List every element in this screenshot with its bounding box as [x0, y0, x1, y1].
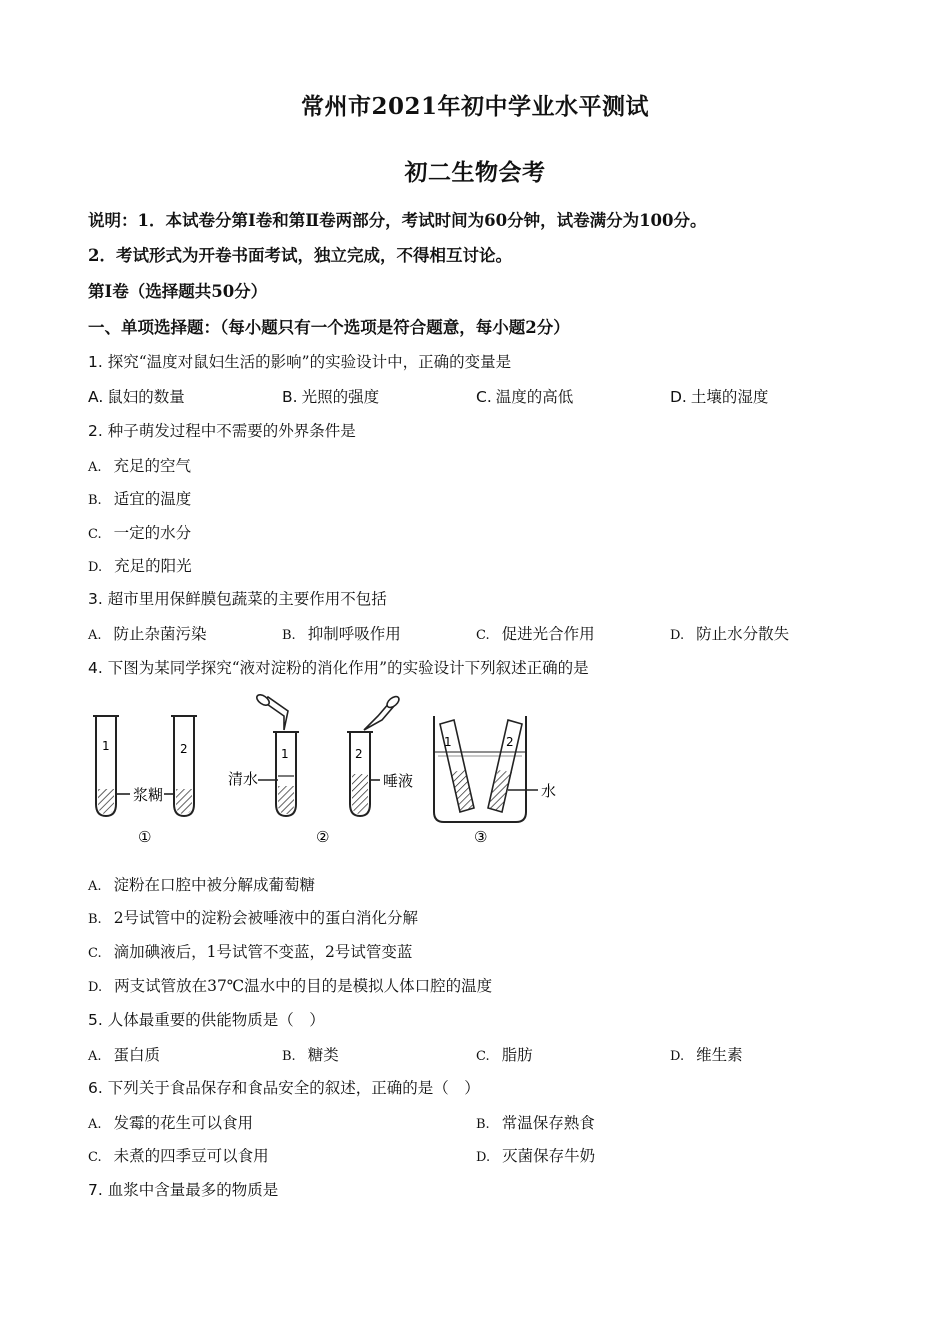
question-4: 4. 下图为某同学探究“液对淀粉的消化作用”的实验设计下列叙述正确的是	[88, 659, 589, 677]
q4-option-b[interactable]: B. 2号试管中的淀粉会被唾液中的蛋白消化分解	[88, 909, 419, 927]
q1-option-a[interactable]: A. 鼠妇的数量	[88, 388, 185, 406]
question-number: 1.	[88, 353, 103, 371]
q3-option-b[interactable]: B. 抑制呼吸作用	[282, 625, 401, 643]
question-7: 7. 血浆中含量最多的物质是	[88, 1181, 279, 1199]
question-3: 3. 超市里用保鲜膜包蔬菜的主要作用不包括	[88, 590, 387, 608]
tube-number: 1	[444, 735, 452, 749]
tube-number: 1	[281, 747, 289, 761]
q6-option-a[interactable]: A. 发霉的花生可以食用	[88, 1114, 254, 1132]
q4-option-c[interactable]: C. 滴加碘液后，1号试管不变蓝，2号试管变蓝	[88, 943, 413, 961]
step-label: ②	[316, 828, 330, 846]
q1-option-c[interactable]: C. 温度的高低	[476, 388, 574, 406]
label-clear-water: 清水	[228, 770, 259, 788]
question-text: 探究“温度对鼠妇生活的影响”的实验设计中，正确的变量是	[107, 353, 512, 371]
q5-option-a[interactable]: A. 蛋白质	[88, 1046, 161, 1064]
question-1	[88, 350, 511, 372]
section1-title: 一、单项选择题：（每小题只有一个选项是符合题意，每小题2分）	[88, 318, 570, 337]
step-1-tubes	[93, 716, 197, 846]
q3-option-c[interactable]: C. 促进光合作用	[476, 625, 595, 643]
question-2: 2. 种子萌发过程中不需要的外界条件是	[88, 422, 356, 440]
experiment-figure	[88, 694, 568, 854]
q2-option-d[interactable]: D. 充足的阳光	[88, 557, 192, 575]
question-5: 5. 人体最重要的供能物质是（ ）	[88, 1011, 325, 1029]
question-6: 6. 下列关于食品保存和食品安全的叙述，正确的是（ ）	[88, 1079, 480, 1097]
q2-option-a[interactable]: A. 充足的空气	[88, 457, 192, 475]
q5-option-d[interactable]: D. 维生素	[670, 1046, 743, 1064]
instruction-2: 2．考试形式为开卷书面考试，独立完成，不得相互讨论。	[88, 246, 512, 265]
q5-option-b[interactable]: B. 糖类	[282, 1046, 339, 1064]
q2-option-b[interactable]: B. 适宜的温度	[88, 490, 192, 508]
q2-option-c[interactable]: C. 一定的水分	[88, 524, 192, 542]
tube-number: 1	[102, 739, 110, 753]
q4-option-a[interactable]: A. 淀粉在口腔中被分解成葡萄糖	[88, 876, 316, 894]
q1-option-d[interactable]: D. 土壤的湿度	[670, 388, 769, 406]
exam-title: 常州市2021年初中学业水平测试	[300, 93, 649, 120]
q1-option-b[interactable]: B. 光照的强度	[282, 388, 380, 406]
part1-title: 第Ⅰ卷（选择题共50分）	[88, 282, 268, 301]
label-paste: 浆糊	[133, 786, 164, 804]
q5-option-c[interactable]: C. 脂肪	[476, 1046, 533, 1064]
tube-number: 2	[180, 742, 188, 756]
step-3-beaker	[434, 716, 556, 846]
instruction-1: 说明：1．本试卷分第Ⅰ卷和第Ⅱ卷两部分，考试时间为60分钟，试卷满分为100分。	[88, 211, 707, 230]
q6-option-c[interactable]: C. 未煮的四季豆可以食用	[88, 1147, 269, 1165]
step-label: ③	[474, 828, 488, 846]
step-label: ①	[138, 828, 152, 846]
q6-option-b[interactable]: B. 常温保存熟食	[476, 1114, 595, 1132]
q3-option-d[interactable]: D. 防止水分散失	[670, 625, 790, 643]
test-tube-diagram	[88, 694, 568, 854]
q6-option-d[interactable]: D. 灭菌保存牛奶	[476, 1147, 596, 1165]
tube-number: 2	[355, 747, 363, 761]
step-2-tubes	[228, 694, 413, 846]
label-water: 水	[541, 782, 557, 800]
tube-number: 2	[506, 735, 514, 749]
exam-subtitle: 初二生物会考	[404, 159, 546, 186]
q3-option-a[interactable]: A. 防止杂菌污染	[88, 625, 207, 643]
label-saliva: 唾液	[383, 772, 414, 790]
q4-option-d[interactable]: D. 两支试管放在37℃温水中的目的是模拟人体口腔的温度	[88, 977, 493, 995]
